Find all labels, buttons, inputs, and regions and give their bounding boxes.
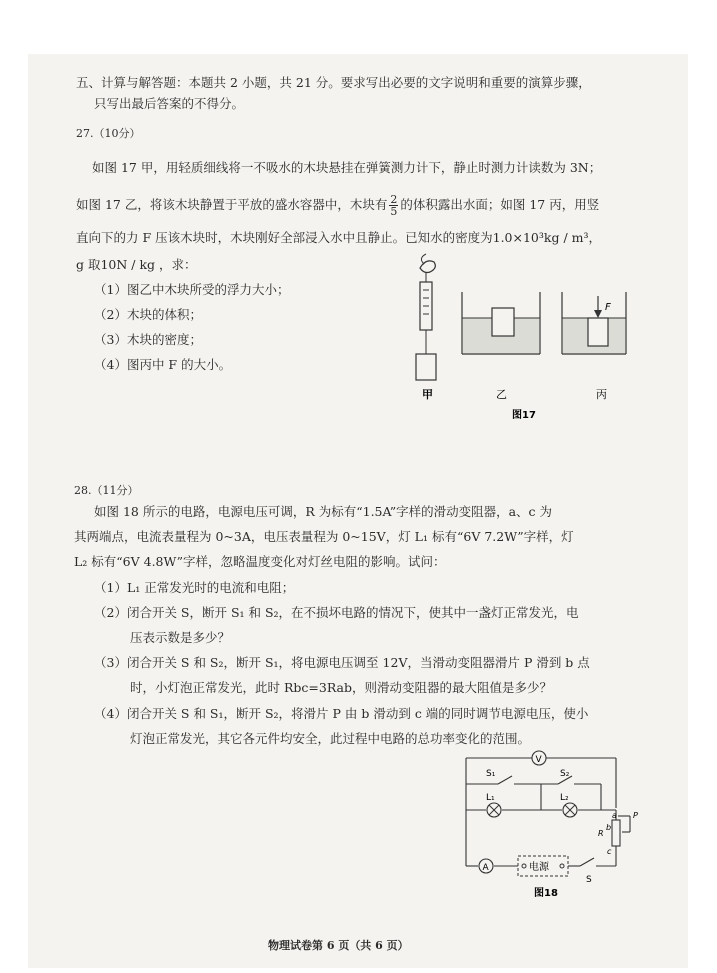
- slider-p-label: P: [633, 811, 638, 820]
- q28-item-1: （1）L₁ 正常发光时的电流和电阻；: [94, 580, 295, 595]
- rheostat-point-b: b: [606, 823, 612, 832]
- container-with-pressed-block: [562, 292, 626, 354]
- rheostat-end-a: a: [612, 811, 617, 820]
- q27-paragraph-line1: 如图 17 甲，用轻质细线将一不吸水的木块悬挂在弹簧测力计下，静止时测力计读数为 3N；: [92, 160, 602, 175]
- q27-item-3: （3）木块的密度；: [94, 332, 202, 347]
- switch-s1-label: S₁: [486, 769, 496, 779]
- rheostat-end-c: c: [607, 847, 612, 856]
- rheostat-symbol: [612, 820, 620, 846]
- svg-text:V: V: [535, 755, 542, 765]
- fraction-denominator: 5: [390, 205, 398, 218]
- fraction-numerator: 2: [390, 193, 398, 206]
- page-footer: 物理试卷第 6 页（共 6 页）: [268, 939, 409, 952]
- q28-paragraph-line1: 如图 18 所示的电路，电源电压可调，R 为标有“1.5A”字样的滑动变阻器，a、c 为: [94, 504, 553, 519]
- q27-line2-end: 的体积露出水面；如图 17 丙，用竖: [400, 197, 600, 212]
- switch-s2-label: S₂: [560, 769, 570, 779]
- lamp-l2-symbol: [563, 803, 577, 817]
- power-source-label: 电源: [529, 862, 549, 873]
- figure-label-b: 乙: [496, 388, 507, 401]
- q28-item-4-line2: 灯泡正常发光，其它各元件均安全，此过程中电路的总功率变化的范围。: [130, 731, 531, 746]
- q27-item-2: （2）木块的体积；: [94, 307, 202, 322]
- q27-heading: 27.（10分）: [76, 127, 141, 140]
- q27-paragraph-line4: g 取10N / kg ，求：: [76, 257, 197, 272]
- voltmeter-symbol: [532, 751, 546, 765]
- figure-label-a: 甲: [422, 388, 433, 401]
- svg-text:A: A: [482, 863, 489, 873]
- source-terminal-right: [560, 864, 564, 868]
- source-terminal-left: [522, 864, 526, 868]
- q27-paragraph-line3: 直向下的力 F 压该木块时，木块刚好全部浸入水中且静止。已知水的密度为1.0×10³kg / m³，: [76, 230, 601, 245]
- figure-label-c: 丙: [596, 388, 607, 401]
- section5-instruction-line1: 五、计算与解答题：本题共 2 小题，共 21 分。要求写出必要的文字说明和重要的演算步骤，: [76, 75, 591, 90]
- q28-item-2-line1: （2）闭合开关 S，断开 S₁ 和 S₂，在不损坏电路的情况下，使其中一盏灯正常发光，电: [94, 605, 579, 620]
- rheostat-r-label: R: [598, 829, 604, 838]
- lamp-l1-label: L₁: [486, 793, 495, 803]
- q28-item-2-line2: 压表示数是多少？: [130, 630, 231, 645]
- q27-item-1: （1）图乙中木块所受的浮力大小；: [94, 282, 290, 297]
- section5-instruction-line2: 只写出最后答案的不得分。: [94, 96, 245, 111]
- ammeter-symbol: [479, 859, 493, 873]
- fraction-two-fifths: [389, 194, 398, 217]
- container-with-floating-block: [462, 292, 540, 354]
- q28-item-3-line2: 时，小灯泡正常发光，此时 Rbc=3Rab，则滑动变阻器的最大阻值是多少？: [130, 680, 552, 695]
- q27-paragraph-line2: [76, 194, 599, 217]
- q28-heading: 28.（11分）: [74, 484, 139, 497]
- q28-item-3-line1: （3）闭合开关 S 和 S₂，断开 S₁，将电源电压调至 12V，当滑动变阻器滑片 P 滑到 b 点: [94, 655, 590, 670]
- spring-scale-diagram: [416, 254, 436, 380]
- q28-paragraph-line3: L₂ 标有“6V 4.8W”字样，忽略温度变化对灯丝电阻的影响。试问：: [74, 554, 446, 569]
- lamp-l1-symbol: [487, 803, 501, 817]
- switch-s-label: S: [586, 875, 592, 885]
- q27-item-4: （4）图丙中 F 的大小。: [94, 357, 232, 372]
- q27-line2-start: 如图 17 乙，将该木块静置于平放的盛水容器中，木块有: [76, 197, 388, 212]
- q28-item-4-line1: （4）闭合开关 S 和 S₁，断开 S₂，将滑片 P 由 b 滑动到 c 端的同时调节电源电压，使小: [94, 706, 589, 721]
- figure-17-caption: 图17: [512, 410, 536, 421]
- figure-18-caption: 图18: [534, 888, 558, 899]
- figure-17: [400, 252, 630, 427]
- figure-18-circuit: [456, 744, 646, 904]
- force-label: F: [605, 302, 611, 313]
- q28-paragraph-line2: 其两端点，电流表量程为 0~3A，电压表量程为 0~15V，灯 L₁ 标有“6V 7.2W”字样，灯: [74, 529, 574, 544]
- lamp-l2-label: L₂: [560, 793, 569, 803]
